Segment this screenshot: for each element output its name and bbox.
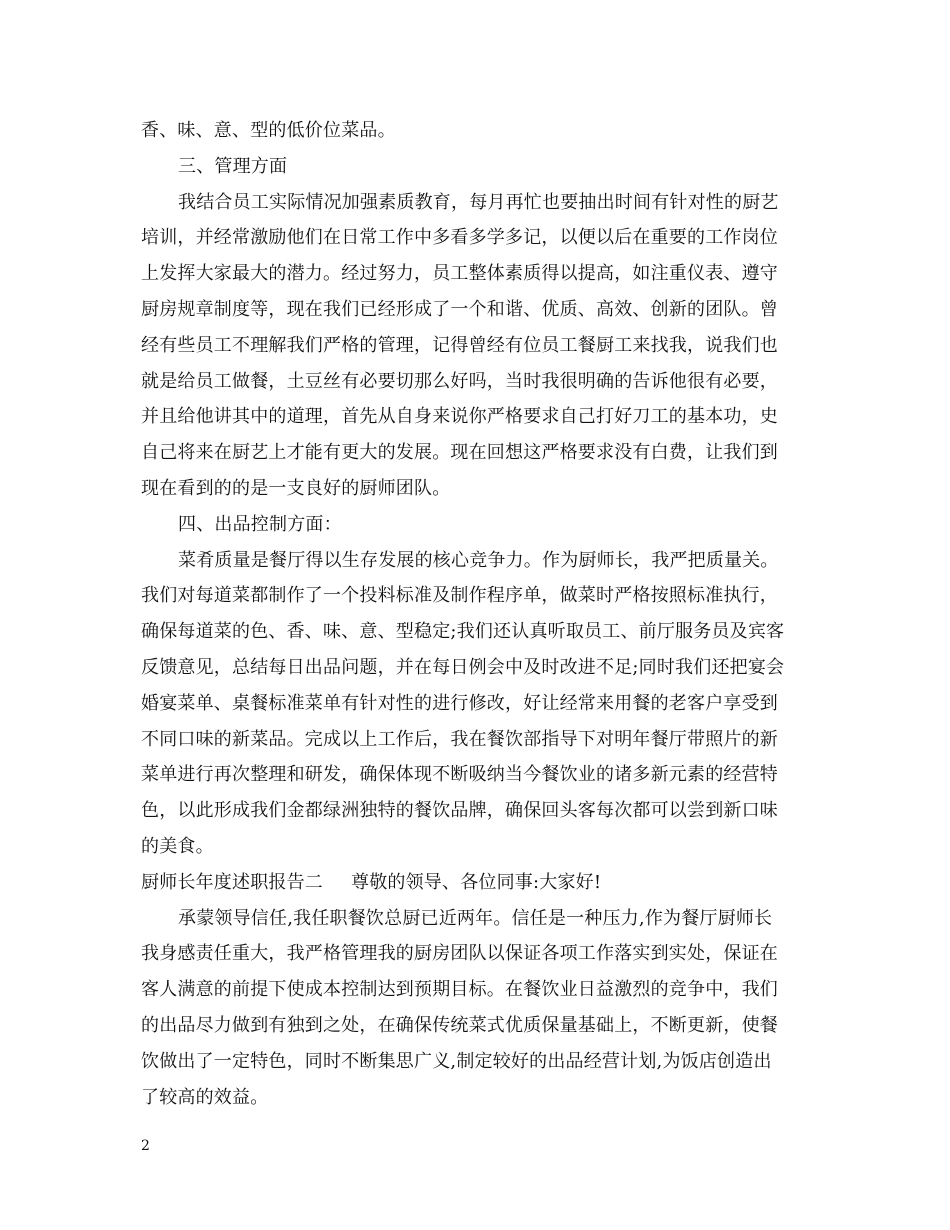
- paragraph-line: 经有些员工不理解我们严格的管理，记得曾经有位员工餐厨工来找我，说我们也: [141, 334, 778, 356]
- page-number: 2: [141, 1138, 150, 1154]
- paragraph-line: 我结合员工实际情况加强素质教育，每月再忙也要抽出时间有针对性的厨艺: [178, 191, 779, 213]
- paragraph-line: 菜肴质量是餐厅得以生存发展的核心竞争力。作为厨师长，我严把质量关。: [178, 549, 779, 571]
- paragraph-line: 了较高的效益。: [141, 1086, 269, 1108]
- paragraph-line: 的出品尽力做到有独到之处，在确保传统菜式优质保量基础上，不断更新，使餐: [141, 1014, 778, 1036]
- paragraph-line: 的美食。: [141, 835, 214, 857]
- paragraph-line: 就是给员工做餐，土豆丝有必要切那么好吗，当时我很明确的告诉他很有必要，: [141, 370, 778, 392]
- paragraph-line: 厨房规章制度等，现在我们已经形成了一个和谐、优质、高效、创新的团队。曾: [141, 298, 778, 320]
- paragraph-line: 上发挥大家最大的潜力。经过努力，员工整体素质得以提高，如注重仪表、遵守: [141, 263, 778, 285]
- paragraph-line: 我身感责任重大，我严格管理我的厨房团队以保证各项工作落实到实处，保证在: [141, 943, 778, 965]
- report-title: 厨师长年度述职报告二: [141, 871, 323, 893]
- document-body: [141, 113, 811, 1115]
- paragraph-line: 自己将来在厨艺上才能有更大的发展。现在回想这严格要求没有白费，让我们到: [141, 442, 778, 464]
- paragraph-line: 菜单进行再次整理和研发，确保体现不断吸纳当今餐饮业的诸多新元素的经营特: [141, 764, 778, 786]
- paragraph-line: 婚宴菜单、桌餐标准菜单有针对性的进行修改，好让经常来用餐的老客户享受到: [141, 692, 778, 714]
- section-heading: 四、出品控制方面：: [178, 513, 342, 535]
- paragraph-line: 不同口味的新菜品。完成以上工作后，我在餐饮部指导下对明年餐厅带照片的新: [141, 728, 778, 750]
- paragraph-line: 我们对每道菜都制作了一个投料标准及制作程序单，做菜时严格按照标准执行，: [141, 585, 778, 607]
- paragraph-line: 现在看到的的是一支良好的厨师团队。: [141, 477, 451, 499]
- paragraph-line: 香、味、意、型的低价位菜品。: [141, 120, 396, 141]
- greeting: 尊敬的领导、各位同事:大家好!: [351, 871, 602, 893]
- paragraph-line: 承蒙领导信任,我任职餐饮总厨已近两年。信任是一种压力,作为餐厅厨师长: [178, 907, 773, 929]
- paragraph-line: 并且给他讲其中的道理，首先从自身来说你严格要求自己打好刀工的基本功，史: [141, 406, 778, 428]
- paragraph-line: 培训，并经常激励他们在日常工作中多看多学多记，以便以后在重要的工作岗位: [141, 227, 778, 249]
- paragraph-line: 确保每道菜的色、香、味、意、型稳定;我们还认真听取员工、前厅服务员及宾客: [141, 621, 785, 643]
- paragraph-line: 饮做出了一定特色，同时不断集思广义,制定较好的出品经营计划,为饭店创造出: [141, 1050, 772, 1072]
- paragraph-line: 客人满意的前提下使成本控制达到预期目标。在餐饮业日益激烈的竞争中，我们: [141, 979, 778, 1001]
- paragraph-line: 反馈意见，总结每日出品问题，并在每日例会中及时改进不足;同时我们还把宴会: [141, 656, 785, 678]
- section-heading: 三、管理方面: [178, 155, 288, 177]
- report-title-line: [141, 865, 811, 901]
- paragraph-line: 色，以此形成我们金都绿洲独特的餐饮品牌，确保回头客每次都可以尝到新口味: [141, 800, 778, 822]
